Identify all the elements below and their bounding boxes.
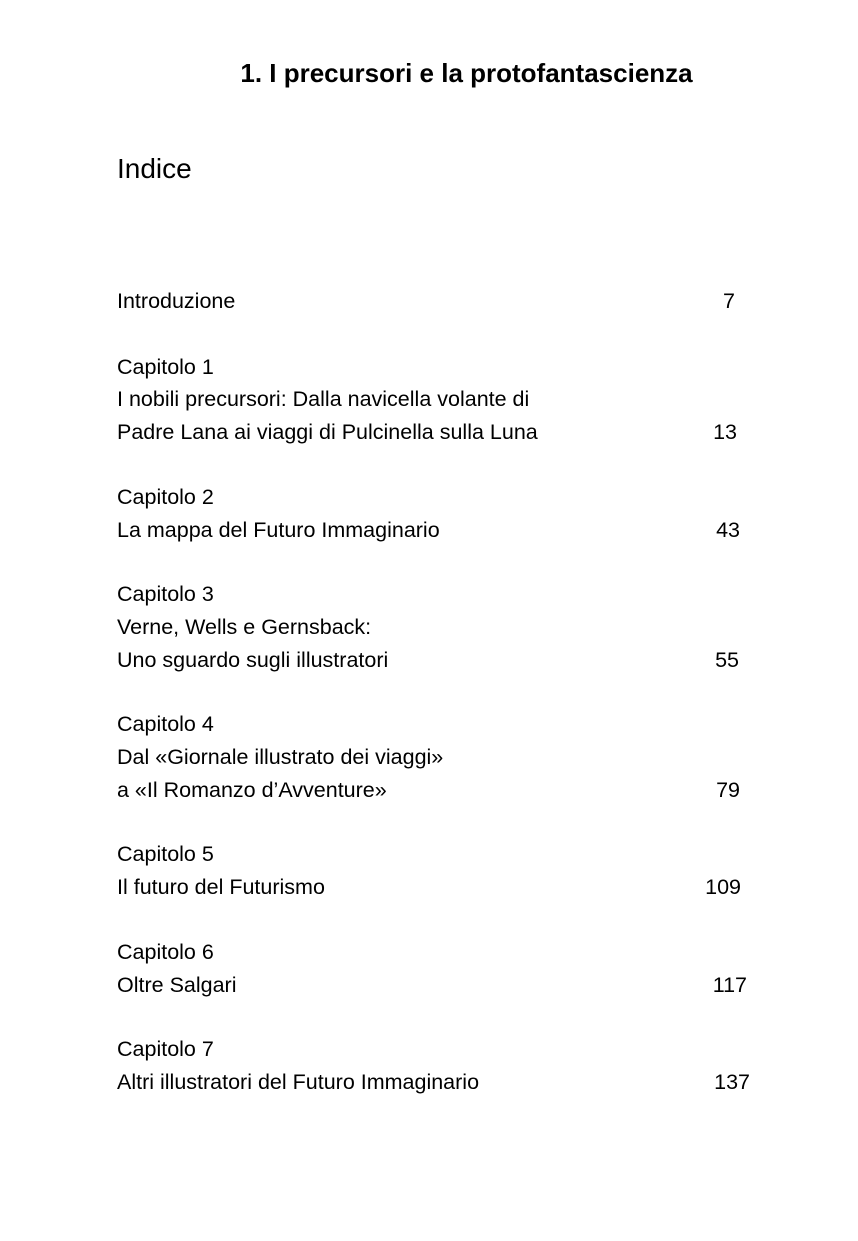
toc-chapter-label: Capitolo 3 xyxy=(117,582,214,607)
toc-entry-chapter-7 xyxy=(117,1033,757,1098)
toc-entry-chapter-2 xyxy=(117,481,757,546)
toc-entry-title: Il futuro del Futurismo xyxy=(117,875,325,900)
index-heading: Indice xyxy=(117,153,192,184)
toc-page-number: 13 xyxy=(713,420,737,445)
toc-entry-title: I nobili precursori: Dalla navicella volante di xyxy=(117,387,530,412)
toc-entry-chapter-5 xyxy=(117,838,757,903)
toc-chapter-label: Capitolo 6 xyxy=(117,939,214,964)
toc-entry-title: a «Il Romanzo d’Avventure» xyxy=(117,777,387,802)
toc-entry-title: Altri illustratori del Futuro Immaginario xyxy=(117,1069,480,1094)
toc-entry-title: Oltre Salgari xyxy=(117,972,237,997)
toc-page-number: 117 xyxy=(712,972,747,997)
toc-entry-title: Dal «Giornale illustrato dei viaggi» xyxy=(117,745,444,770)
toc-page-number: 43 xyxy=(716,517,740,542)
toc-page-number: 7 xyxy=(723,289,735,313)
toc-entry-title: Uno sguardo sugli illustratori xyxy=(117,647,389,672)
toc-entry-title: La mappa del Futuro Immaginario xyxy=(117,517,440,542)
toc-entry-title: Verne, Wells e Gernsback: xyxy=(117,614,372,639)
toc-chapter-label: Capitolo 1 xyxy=(117,354,214,379)
toc-chapter-label: Capitolo 2 xyxy=(117,484,214,509)
toc-entry-title: Introduzione xyxy=(117,289,236,313)
toc-page-number: 79 xyxy=(716,777,740,802)
toc-entry-chapter-3 xyxy=(117,578,757,676)
toc-entry-introduction xyxy=(117,285,757,318)
toc-entry-chapter-4 xyxy=(117,708,757,806)
toc-entry-chapter-1 xyxy=(117,351,757,449)
table-of-contents xyxy=(117,285,757,1099)
toc-entry-chapter-6 xyxy=(117,936,757,1001)
toc-entry-title: Padre Lana ai viaggi di Pulcinella sulla Luna xyxy=(117,420,538,445)
toc-page-number: 137 xyxy=(714,1069,750,1094)
toc-page-number: 109 xyxy=(705,875,741,900)
toc-chapter-label: Capitolo 5 xyxy=(117,842,214,867)
toc-chapter-label: Capitolo 4 xyxy=(117,712,214,737)
page-title: 1. I precursori e la protofantascienza xyxy=(240,58,693,88)
toc-page-number: 55 xyxy=(715,647,739,672)
toc-chapter-label: Capitolo 7 xyxy=(117,1037,214,1062)
